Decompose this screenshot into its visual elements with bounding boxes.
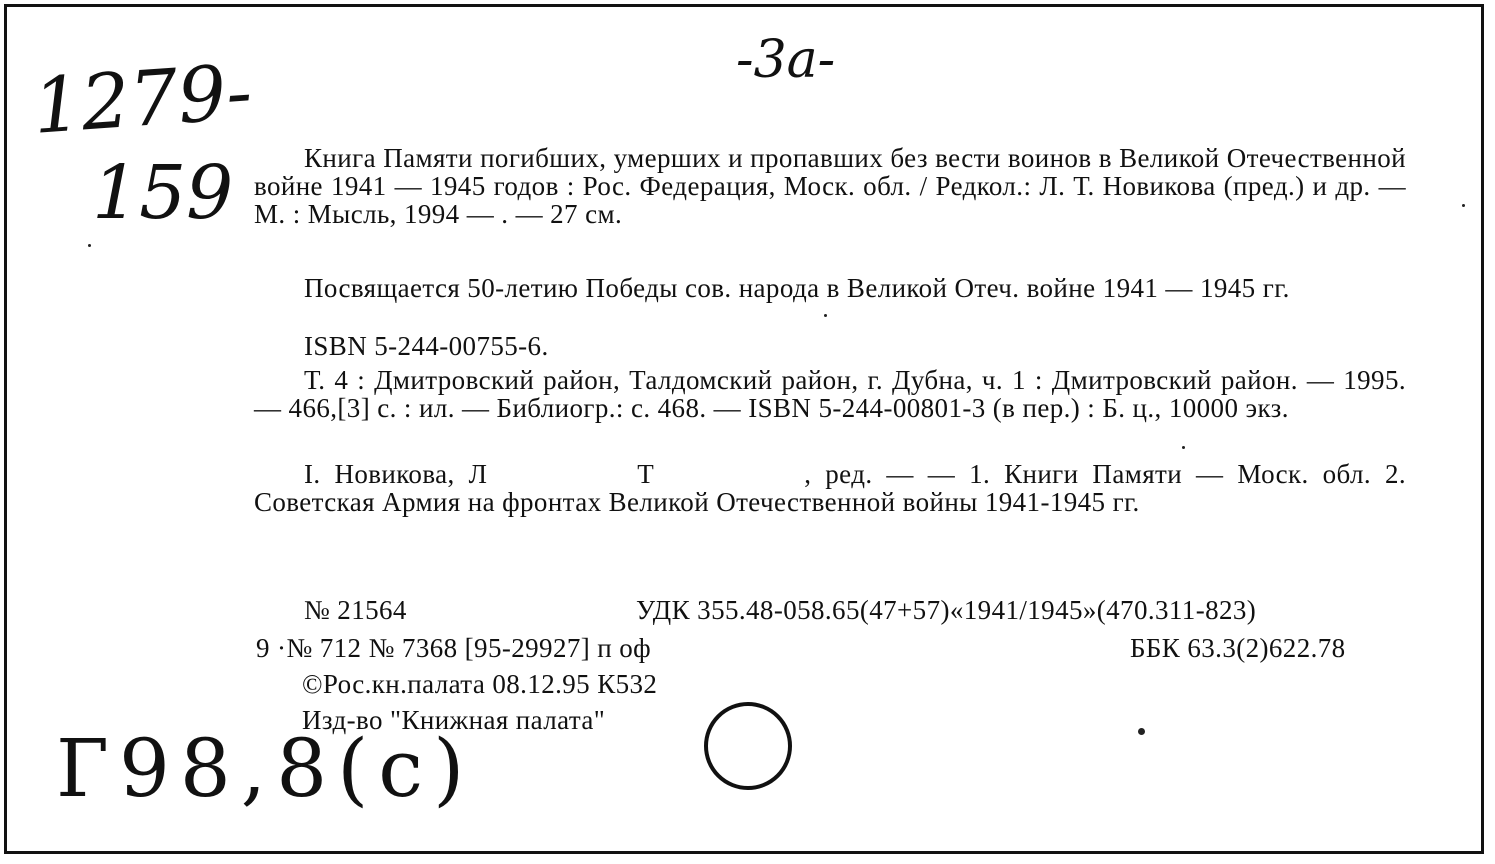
scan-speck: [88, 244, 91, 247]
bottom-handwritten-code: Г98,8(с): [56, 722, 475, 815]
left-handwritten-code-1: 1279-: [30, 46, 255, 151]
left-handwritten-code-2: 159: [92, 150, 234, 236]
tracing-subjects: , ред. — — 1. Книги Памяти — Моск. обл. 2. Советская Армия на фронтах Великой Отечественной войны 1941-1945 гг.: [254, 459, 1406, 517]
dedication-paragraph: Посвящается 50-летию Победы сов. народа в Великой Отеч. войне 1941 — 1945 гг.: [304, 273, 1290, 303]
udc-classification: УДК 355.48-058.65(47+57)«1941/1945»(470.311-823): [636, 595, 1257, 625]
bbk-classification: ББК 63.3(2)622.78: [1130, 633, 1346, 663]
scan-speck: [824, 314, 827, 317]
publisher-line: Изд-во "Книжная палата": [302, 705, 606, 735]
circle-stamp-mark: [700, 696, 800, 796]
processing-line: 9 ·№ 712 № 7368 [95-29927] п оф: [256, 633, 652, 663]
scan-speck: [1462, 204, 1465, 207]
tracing-author-initial: Т: [637, 459, 655, 489]
top-handwritten-mark: -3a-: [736, 30, 836, 90]
title-paragraph: Книга Памяти погибших, умерших и пропавших без вести воинов в Великой Отечественной войне 1941 — 1945 годов : Рос. Федерация, Моск. обл. / Редкол.: Л. Т. Новикова (пред.) и др. — М. : Мысль, 1994 — . — 27 см.: [254, 143, 1406, 229]
tracing-author-surname: I. Новикова, Л: [304, 459, 488, 489]
volume-paragraph: Т. 4 : Дмитровский район, Талдомский район, г. Дубна, ч. 1 : Дмитровский район. — 1995. — 466,[3] с. : ил. — Библиогр.: с. 468. — ISBN 5-244-00801-3 (в пер.) : Б. ц., 10000 экз.: [254, 365, 1406, 423]
series-isbn: ISBN 5-244-00755-6.: [304, 331, 549, 361]
scan-speck: [1138, 728, 1145, 735]
tracings-paragraph: [254, 460, 1406, 516]
record-number: № 21564: [304, 595, 407, 625]
copyright-line: ©Рос.кн.палата 08.12.95 К532: [302, 669, 658, 699]
scan-speck: [1182, 446, 1185, 449]
